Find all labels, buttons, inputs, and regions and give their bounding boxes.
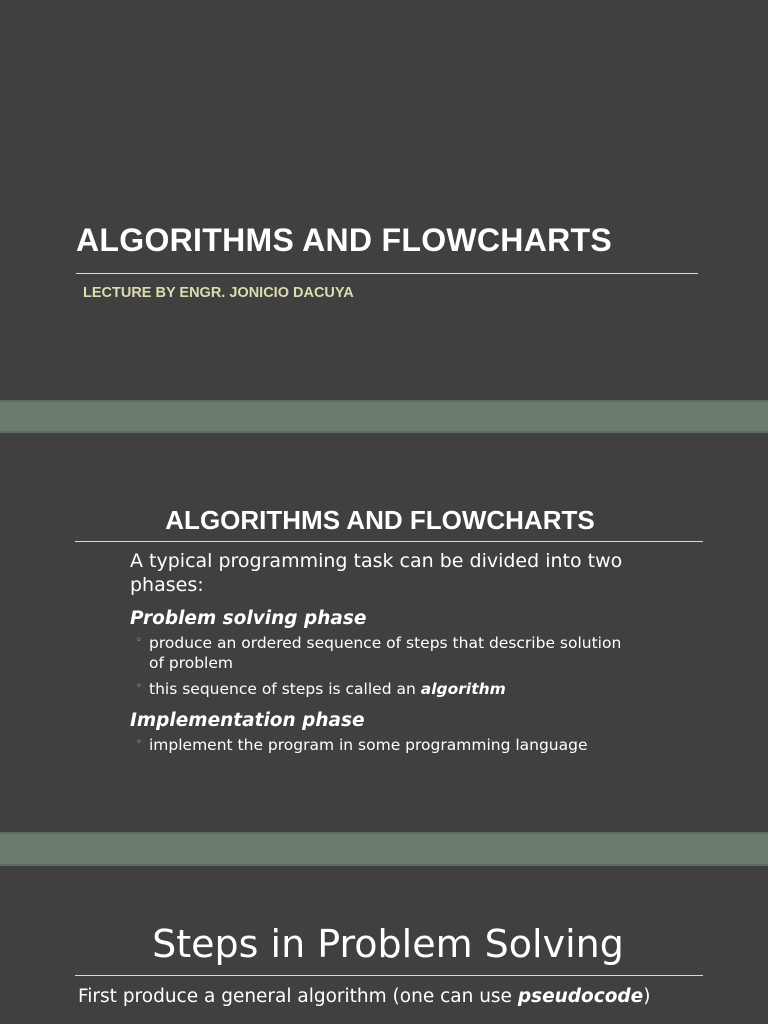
slide-1-subtitle: LECTURE BY ENGR. JONICIO DACUYA: [83, 285, 354, 301]
slide-1-divider: [76, 273, 698, 274]
slide-3: [0, 866, 768, 1024]
line-suffix: ): [643, 986, 651, 1007]
bullet-text: implement the program in some programming language: [149, 736, 588, 754]
bullet-item: [130, 633, 630, 673]
slide-separator: [0, 832, 768, 866]
slide-3-divider: [75, 975, 703, 976]
bullet-circle-icon: ◦: [136, 681, 142, 692]
bullet-item: [130, 735, 630, 755]
phase-bullets-implementation: [130, 735, 630, 755]
slide-3-body-line: [78, 986, 650, 1007]
bullet-text: produce an ordered sequence of steps that describe solution of problem: [149, 634, 622, 672]
slide-separator: [0, 400, 768, 433]
slide-1: [0, 0, 768, 400]
slide-1-title: ALGORITHMS AND FLOWCHARTS: [76, 222, 613, 258]
line-prefix: First produce a general algorithm (one can use: [78, 986, 518, 1007]
slide-3-title: Steps in Problem Solving: [152, 922, 624, 966]
slide-2-body: [130, 549, 630, 755]
slide-2: [0, 433, 768, 832]
phase-heading-implementation: Implementation phase: [130, 710, 365, 731]
slide-2-title: ALGORITHMS AND FLOWCHARTS: [165, 505, 595, 535]
slide-2-divider: [75, 541, 703, 542]
bullet-text: this sequence of steps is called an: [149, 680, 421, 698]
phase-heading-problem-solving: Problem solving phase: [130, 608, 367, 629]
slide-2-intro: A typical programming task can be divided into two phases:: [130, 550, 623, 596]
bullet-circle-icon: ◦: [136, 737, 142, 748]
bullet-item: [130, 679, 630, 699]
bullet-emphasis: algorithm: [420, 680, 506, 698]
bullet-circle-icon: ◦: [136, 635, 142, 646]
phase-bullets-problem-solving: [130, 633, 630, 699]
line-emphasis: pseudocode: [517, 986, 644, 1007]
